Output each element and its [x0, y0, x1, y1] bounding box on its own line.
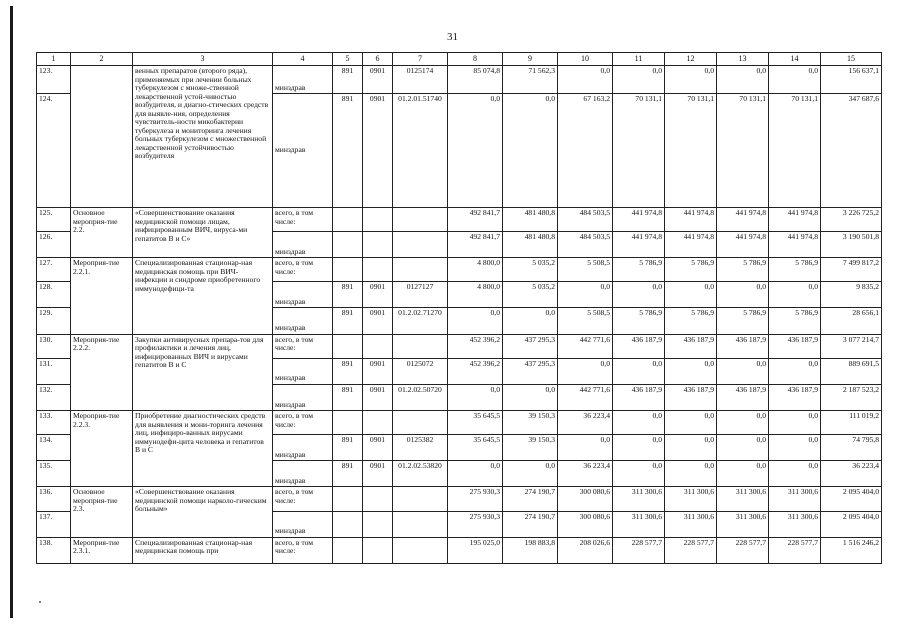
value-cell: 0,0 — [613, 435, 665, 461]
value-cell: 70 131,1 — [769, 94, 821, 208]
value-cell: 442 771,6 — [558, 334, 613, 358]
value-cell: 311 300,6 — [717, 487, 769, 511]
row-number: 128. — [37, 282, 71, 308]
grbs-code — [333, 487, 363, 511]
value-cell: 35 645,5 — [448, 435, 503, 461]
section-code: 0901 — [363, 384, 393, 410]
total-cell: 7 499 817,2 — [821, 258, 882, 282]
value-cell: 481 480,8 — [503, 208, 558, 232]
column-number: 9 — [503, 53, 558, 66]
section-code: 0901 — [363, 461, 393, 487]
value-cell: 441 974,8 — [717, 232, 769, 258]
value-cell: 0,0 — [558, 66, 613, 94]
value-cell: 198 883,8 — [503, 537, 558, 563]
total-cell: 2 187 523,2 — [821, 384, 882, 410]
section-code: 0901 — [363, 308, 393, 334]
section-code: 0901 — [363, 66, 393, 94]
value-cell: 311 300,6 — [665, 511, 717, 537]
value-cell: 0,0 — [503, 461, 558, 487]
executor: минздрав — [273, 282, 333, 308]
value-cell: 275 930,3 — [448, 487, 503, 511]
value-cell: 0,0 — [665, 461, 717, 487]
value-cell: 436 187,9 — [613, 334, 665, 358]
total-cell: 3 190 501,8 — [821, 232, 882, 258]
value-cell: 70 131,1 — [665, 94, 717, 208]
grbs-code — [333, 537, 363, 563]
target-article-code: 0127127 — [393, 282, 448, 308]
budget-table — [36, 52, 882, 564]
executor: всего, в том числе: — [273, 208, 333, 232]
total-cell: 347 687,6 — [821, 94, 882, 208]
section-code — [363, 258, 393, 282]
value-cell: 436 187,9 — [613, 384, 665, 410]
value-cell: 0,0 — [665, 435, 717, 461]
total-cell: 9 835,2 — [821, 282, 882, 308]
table-row — [37, 411, 882, 435]
value-cell: 0,0 — [769, 461, 821, 487]
value-cell: 300 080,6 — [558, 487, 613, 511]
table-row — [37, 537, 882, 563]
value-cell: 228 577,7 — [717, 537, 769, 563]
value-cell: 484 503,5 — [558, 232, 613, 258]
grbs-code: 891 — [333, 282, 363, 308]
grbs-code — [333, 334, 363, 358]
value-cell: 0,0 — [665, 358, 717, 384]
executor: всего, в том числе: — [273, 411, 333, 435]
column-number: 14 — [769, 53, 821, 66]
value-cell: 195 025,0 — [448, 537, 503, 563]
value-cell: 452 396,2 — [448, 358, 503, 384]
value-cell: 36 223,4 — [558, 461, 613, 487]
executor: минздрав — [273, 232, 333, 258]
value-cell: 311 300,6 — [769, 487, 821, 511]
column-number: 15 — [821, 53, 882, 66]
column-number: 2 — [71, 53, 133, 66]
executor: всего, в том числе: — [273, 334, 333, 358]
column-number: 12 — [665, 53, 717, 66]
value-cell: 71 562,3 — [503, 66, 558, 94]
section-code: 0901 — [363, 282, 393, 308]
grbs-code: 891 — [333, 461, 363, 487]
target-article-code — [393, 208, 448, 232]
status-cell: Мероприя-тие 2.2.2. — [71, 334, 133, 410]
program-name: Специализированная стационар-ная медицинская помощь при — [133, 537, 273, 563]
program-name: Приобретение диагностических средств для выявления и мони-торинга лечения лиц, инфициро-ванных вирусами иммунодефи-цита человека и гепатитов В и С — [133, 411, 273, 487]
program-name: венных препаратов (второго ряда), применяемых при лечении больных туберкулезом с множе-ственной лекарственной устой-чивостью возбудителя, и диагно-стических средств для выявле-ния, определения чувствитель-ности микобактерии туберкулеза и мониторинга лечения больных туберкулезом с множественной лекарственной устойчивостью возбудителя — [133, 66, 273, 208]
target-article-code: 01.2.02.71270 — [393, 308, 448, 334]
column-number: 1 — [37, 53, 71, 66]
value-cell: 5 508,5 — [558, 258, 613, 282]
target-article-code — [393, 232, 448, 258]
value-cell: 36 223,4 — [558, 411, 613, 435]
column-number: 5 — [333, 53, 363, 66]
value-cell: 300 080,6 — [558, 511, 613, 537]
executor: минздрав — [273, 461, 333, 487]
section-code: 0901 — [363, 358, 393, 384]
executor: минздрав — [273, 66, 333, 94]
value-cell: 484 503,5 — [558, 208, 613, 232]
row-number: 135. — [37, 461, 71, 487]
grbs-code: 891 — [333, 358, 363, 384]
value-cell: 0,0 — [503, 308, 558, 334]
target-article-code — [393, 334, 448, 358]
value-cell: 0,0 — [717, 66, 769, 94]
total-cell: 74 795,8 — [821, 435, 882, 461]
value-cell: 311 300,6 — [665, 487, 717, 511]
target-article-code — [393, 537, 448, 563]
value-cell: 0,0 — [448, 94, 503, 208]
value-cell: 0,0 — [769, 411, 821, 435]
total-cell: 889 691,5 — [821, 358, 882, 384]
target-article-code — [393, 487, 448, 511]
value-cell: 67 163,2 — [558, 94, 613, 208]
value-cell: 275 930,3 — [448, 511, 503, 537]
row-number: 130. — [37, 334, 71, 358]
row-number: 134. — [37, 435, 71, 461]
column-number: 4 — [273, 53, 333, 66]
table-header-row — [37, 53, 882, 66]
value-cell: 5 786,9 — [769, 258, 821, 282]
value-cell: 35 645,5 — [448, 411, 503, 435]
value-cell: 5 786,9 — [769, 308, 821, 334]
value-cell: 5 786,9 — [665, 308, 717, 334]
grbs-code: 891 — [333, 94, 363, 208]
table-row — [37, 334, 882, 358]
value-cell: 437 295,3 — [503, 334, 558, 358]
row-number: 123. — [37, 66, 71, 94]
value-cell: 0,0 — [769, 282, 821, 308]
page-binding-edge — [10, 6, 13, 618]
row-number: 133. — [37, 411, 71, 435]
grbs-code — [333, 208, 363, 232]
value-cell: 436 187,9 — [665, 334, 717, 358]
value-cell: 0,0 — [558, 435, 613, 461]
table-row — [37, 208, 882, 232]
grbs-code — [333, 258, 363, 282]
row-number: 126. — [37, 232, 71, 258]
column-number: 10 — [558, 53, 613, 66]
value-cell: 228 577,7 — [769, 537, 821, 563]
total-cell: 3 077 214,7 — [821, 334, 882, 358]
value-cell: 437 295,3 — [503, 358, 558, 384]
value-cell: 441 974,8 — [769, 232, 821, 258]
section-code — [363, 208, 393, 232]
table-row — [37, 66, 882, 94]
row-number: 132. — [37, 384, 71, 410]
value-cell: 5 786,9 — [613, 258, 665, 282]
value-cell: 4 800,0 — [448, 258, 503, 282]
target-article-code: 01.2.02.53820 — [393, 461, 448, 487]
column-number: 3 — [133, 53, 273, 66]
status-cell: Мероприя-тие 2.2.3. — [71, 411, 133, 487]
status-cell: Основное мероприя-тие 2.3. — [71, 487, 133, 537]
value-cell: 0,0 — [613, 461, 665, 487]
value-cell: 442 771,6 — [558, 384, 613, 410]
value-cell: 0,0 — [717, 435, 769, 461]
value-cell: 5 786,9 — [665, 258, 717, 282]
value-cell: 311 300,6 — [717, 511, 769, 537]
table-row — [37, 258, 882, 282]
value-cell: 311 300,6 — [769, 511, 821, 537]
value-cell: 70 131,1 — [717, 94, 769, 208]
value-cell: 85 074,8 — [448, 66, 503, 94]
target-article-code: 01.2.01.51740 — [393, 94, 448, 208]
row-number: 124. — [37, 94, 71, 208]
value-cell: 0,0 — [613, 358, 665, 384]
value-cell: 0,0 — [717, 461, 769, 487]
value-cell: 0,0 — [717, 411, 769, 435]
value-cell: 0,0 — [613, 411, 665, 435]
value-cell: 492 841,7 — [448, 208, 503, 232]
executor: всего, в том числе: — [273, 537, 333, 563]
column-number: 7 — [393, 53, 448, 66]
value-cell: 492 841,7 — [448, 232, 503, 258]
row-number: 131. — [37, 358, 71, 384]
value-cell: 436 187,9 — [769, 384, 821, 410]
value-cell: 0,0 — [558, 358, 613, 384]
row-number: 127. — [37, 258, 71, 282]
grbs-code: 891 — [333, 435, 363, 461]
value-cell: 441 974,8 — [613, 232, 665, 258]
value-cell: 274 190,7 — [503, 511, 558, 537]
row-number: 125. — [37, 208, 71, 232]
section-code: 0901 — [363, 94, 393, 208]
value-cell: 0,0 — [717, 358, 769, 384]
row-number: 137. — [37, 511, 71, 537]
section-code — [363, 232, 393, 258]
target-article-code: 0125382 — [393, 435, 448, 461]
value-cell: 0,0 — [448, 384, 503, 410]
value-cell: 441 974,8 — [717, 208, 769, 232]
value-cell: 5 035,2 — [503, 258, 558, 282]
total-cell: 156 637,1 — [821, 66, 882, 94]
target-article-code: 0125174 — [393, 66, 448, 94]
program-name: «Совершенствование оказания медицинской помощи лицам, инфицированным ВИЧ, вирусa-ми гепатитов В и С» — [133, 208, 273, 258]
executor: минздрав — [273, 384, 333, 410]
executor: всего, в том числе: — [273, 258, 333, 282]
value-cell: 208 026,6 — [558, 537, 613, 563]
value-cell: 4 800,0 — [448, 282, 503, 308]
value-cell: 228 577,7 — [665, 537, 717, 563]
executor: минздрав — [273, 511, 333, 537]
grbs-code: 891 — [333, 384, 363, 410]
value-cell: 5 035,2 — [503, 282, 558, 308]
value-cell: 0,0 — [558, 282, 613, 308]
total-cell: 36 223,4 — [821, 461, 882, 487]
value-cell: 441 974,8 — [665, 208, 717, 232]
value-cell: 0,0 — [665, 282, 717, 308]
value-cell: 311 300,6 — [613, 487, 665, 511]
scan-speck — [39, 601, 41, 603]
column-number: 11 — [613, 53, 665, 66]
value-cell: 70 131,1 — [613, 94, 665, 208]
value-cell: 436 187,9 — [717, 334, 769, 358]
total-cell: 2 095 404,0 — [821, 487, 882, 511]
section-code — [363, 537, 393, 563]
target-article-code — [393, 511, 448, 537]
value-cell: 0,0 — [613, 282, 665, 308]
target-article-code: 0125072 — [393, 358, 448, 384]
value-cell: 39 150,3 — [503, 435, 558, 461]
total-cell: 1 516 246,2 — [821, 537, 882, 563]
status-cell: Мероприя-тие 2.3.1. — [71, 537, 133, 563]
value-cell: 452 396,2 — [448, 334, 503, 358]
value-cell: 441 974,8 — [665, 232, 717, 258]
page-number: 31 — [447, 31, 458, 43]
total-cell: 28 656,1 — [821, 308, 882, 334]
value-cell: 0,0 — [769, 435, 821, 461]
value-cell: 436 187,9 — [769, 334, 821, 358]
value-cell: 5 786,9 — [613, 308, 665, 334]
target-article-code — [393, 411, 448, 435]
section-code — [363, 487, 393, 511]
status-cell — [71, 66, 133, 208]
total-cell: 111 019,2 — [821, 411, 882, 435]
total-cell: 2 095 404,0 — [821, 511, 882, 537]
value-cell: 0,0 — [448, 308, 503, 334]
grbs-code — [333, 511, 363, 537]
program-name: Закупки антивирусных препара-тов для профилактики и лечения лиц, инфицированных ВИЧ и вирусами гепатитов В и С — [133, 334, 273, 410]
value-cell: 5 786,9 — [717, 258, 769, 282]
executor: минздрав — [273, 94, 333, 208]
executor: минздрав — [273, 308, 333, 334]
section-code: 0901 — [363, 435, 393, 461]
value-cell: 436 187,9 — [665, 384, 717, 410]
value-cell: 5 508,5 — [558, 308, 613, 334]
value-cell: 0,0 — [769, 66, 821, 94]
value-cell: 0,0 — [717, 282, 769, 308]
value-cell: 441 974,8 — [769, 208, 821, 232]
column-number: 8 — [448, 53, 503, 66]
executor: всего, в том числе: — [273, 487, 333, 511]
table-row — [37, 487, 882, 511]
value-cell: 311 300,6 — [613, 511, 665, 537]
total-cell: 3 226 725,2 — [821, 208, 882, 232]
value-cell: 0,0 — [665, 411, 717, 435]
section-code — [363, 334, 393, 358]
status-cell: Основное мероприя-тие 2.2. — [71, 208, 133, 258]
value-cell: 441 974,8 — [613, 208, 665, 232]
value-cell: 481 480,8 — [503, 232, 558, 258]
value-cell: 0,0 — [448, 461, 503, 487]
value-cell: 39 150,3 — [503, 411, 558, 435]
value-cell: 0,0 — [613, 66, 665, 94]
executor: минздрав — [273, 358, 333, 384]
value-cell: 228 577,7 — [613, 537, 665, 563]
row-number: 138. — [37, 537, 71, 563]
target-article-code — [393, 258, 448, 282]
row-number: 129. — [37, 308, 71, 334]
grbs-code — [333, 411, 363, 435]
value-cell: 0,0 — [503, 94, 558, 208]
value-cell: 274 190,7 — [503, 487, 558, 511]
value-cell: 0,0 — [503, 384, 558, 410]
grbs-code: 891 — [333, 66, 363, 94]
section-code — [363, 411, 393, 435]
status-cell: Мероприя-тие 2.2.1. — [71, 258, 133, 334]
value-cell: 436 187,9 — [717, 384, 769, 410]
row-number: 136. — [37, 487, 71, 511]
value-cell: 0,0 — [665, 66, 717, 94]
program-name: «Совершенствование оказания медицинской помощи нарколо-гическим больным» — [133, 487, 273, 537]
column-number: 6 — [363, 53, 393, 66]
section-code — [363, 511, 393, 537]
target-article-code: 01.2.02.50720 — [393, 384, 448, 410]
program-name: Специализированная стационар-ная медицинская помощь при ВИЧ-инфекции и синдроме приобретенного иммунодефици-та — [133, 258, 273, 334]
value-cell: 0,0 — [769, 358, 821, 384]
grbs-code — [333, 232, 363, 258]
column-number: 13 — [717, 53, 769, 66]
grbs-code: 891 — [333, 308, 363, 334]
value-cell: 5 786,9 — [717, 308, 769, 334]
executor: минздрав — [273, 435, 333, 461]
